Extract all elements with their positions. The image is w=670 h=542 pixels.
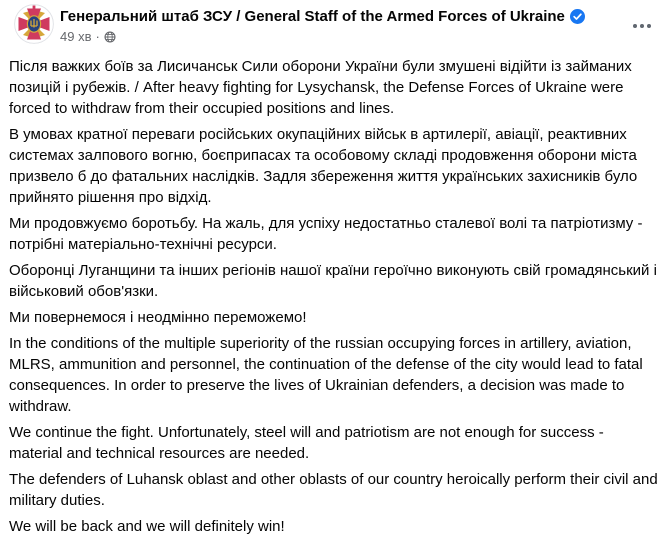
page-name-row xyxy=(60,7,626,26)
verified-badge-icon xyxy=(570,9,585,24)
post-text-paragraph: In the conditions of the multiple superiority of the russian occupying forces in artillery, aviation, MLRS, ammunition and personnel, the continuation of the defense of the city would lead to fatal consequences. In order to preserve the lives of Ukrainian defenders, a decision was made to withdraw. xyxy=(9,335,643,415)
post-text-paragraph: В умовах кратної переваги російських окупаційних військ в артилерії, авіації, реактивних системах залпового вогню, боєприпасах та особовому складі продовження оборони міста призвело б до фатальних наслідків. Задля збереження життя українських захисників було прийнято рішення про відхід. xyxy=(9,126,638,206)
post-text xyxy=(0,45,670,542)
header-info xyxy=(60,4,626,45)
post-text-paragraph: We will be back and we will definitely win! xyxy=(9,518,285,535)
avatar[interactable] xyxy=(14,4,54,44)
general-staff-emblem-icon xyxy=(14,4,54,44)
post-text-paragraph: The defenders of Luhansk oblast and other oblasts of our country heroically perform their civil and military duties. xyxy=(9,471,658,509)
more-options-button[interactable] xyxy=(626,10,658,42)
post-text-paragraph: Після важких боїв за Лисичанськ Сили оборони України були змушені відійти із займаних позицій і рубежів. / After heavy fighting for Lysychansk, the Defense Forces of Ukraine were forced to withdraw from their occupied positions and lines. xyxy=(9,58,632,117)
post-text-paragraph: Оборонці Луганщини та інших регіонів нашої країни героїчно виконують свій громадянський і військовий обов'язки. xyxy=(9,262,657,300)
more-options-icon xyxy=(633,24,637,28)
post-meta xyxy=(60,29,626,45)
meta-separator: · xyxy=(95,29,100,44)
timestamp[interactable]: 49 хв xyxy=(60,29,92,44)
post-text-paragraph: Ми продовжуємо боротьбу. На жаль, для успіху недостатньо сталевої волі та патріотизму - потрібні матеріально-технічні ресурси. xyxy=(9,215,643,253)
post-header xyxy=(0,0,670,45)
post-text-paragraph: Ми повернемося і неодмінно переможемо! xyxy=(9,309,307,326)
post-text-paragraph: We continue the fight. Unfortunately, steel will and patriotism are not enough for success - material and technical resources are needed. xyxy=(9,424,604,462)
page-name[interactable]: Генеральний штаб ЗСУ / General Staff of the Armed Forces of Ukraine xyxy=(60,8,565,25)
globe-privacy-icon xyxy=(104,31,116,43)
